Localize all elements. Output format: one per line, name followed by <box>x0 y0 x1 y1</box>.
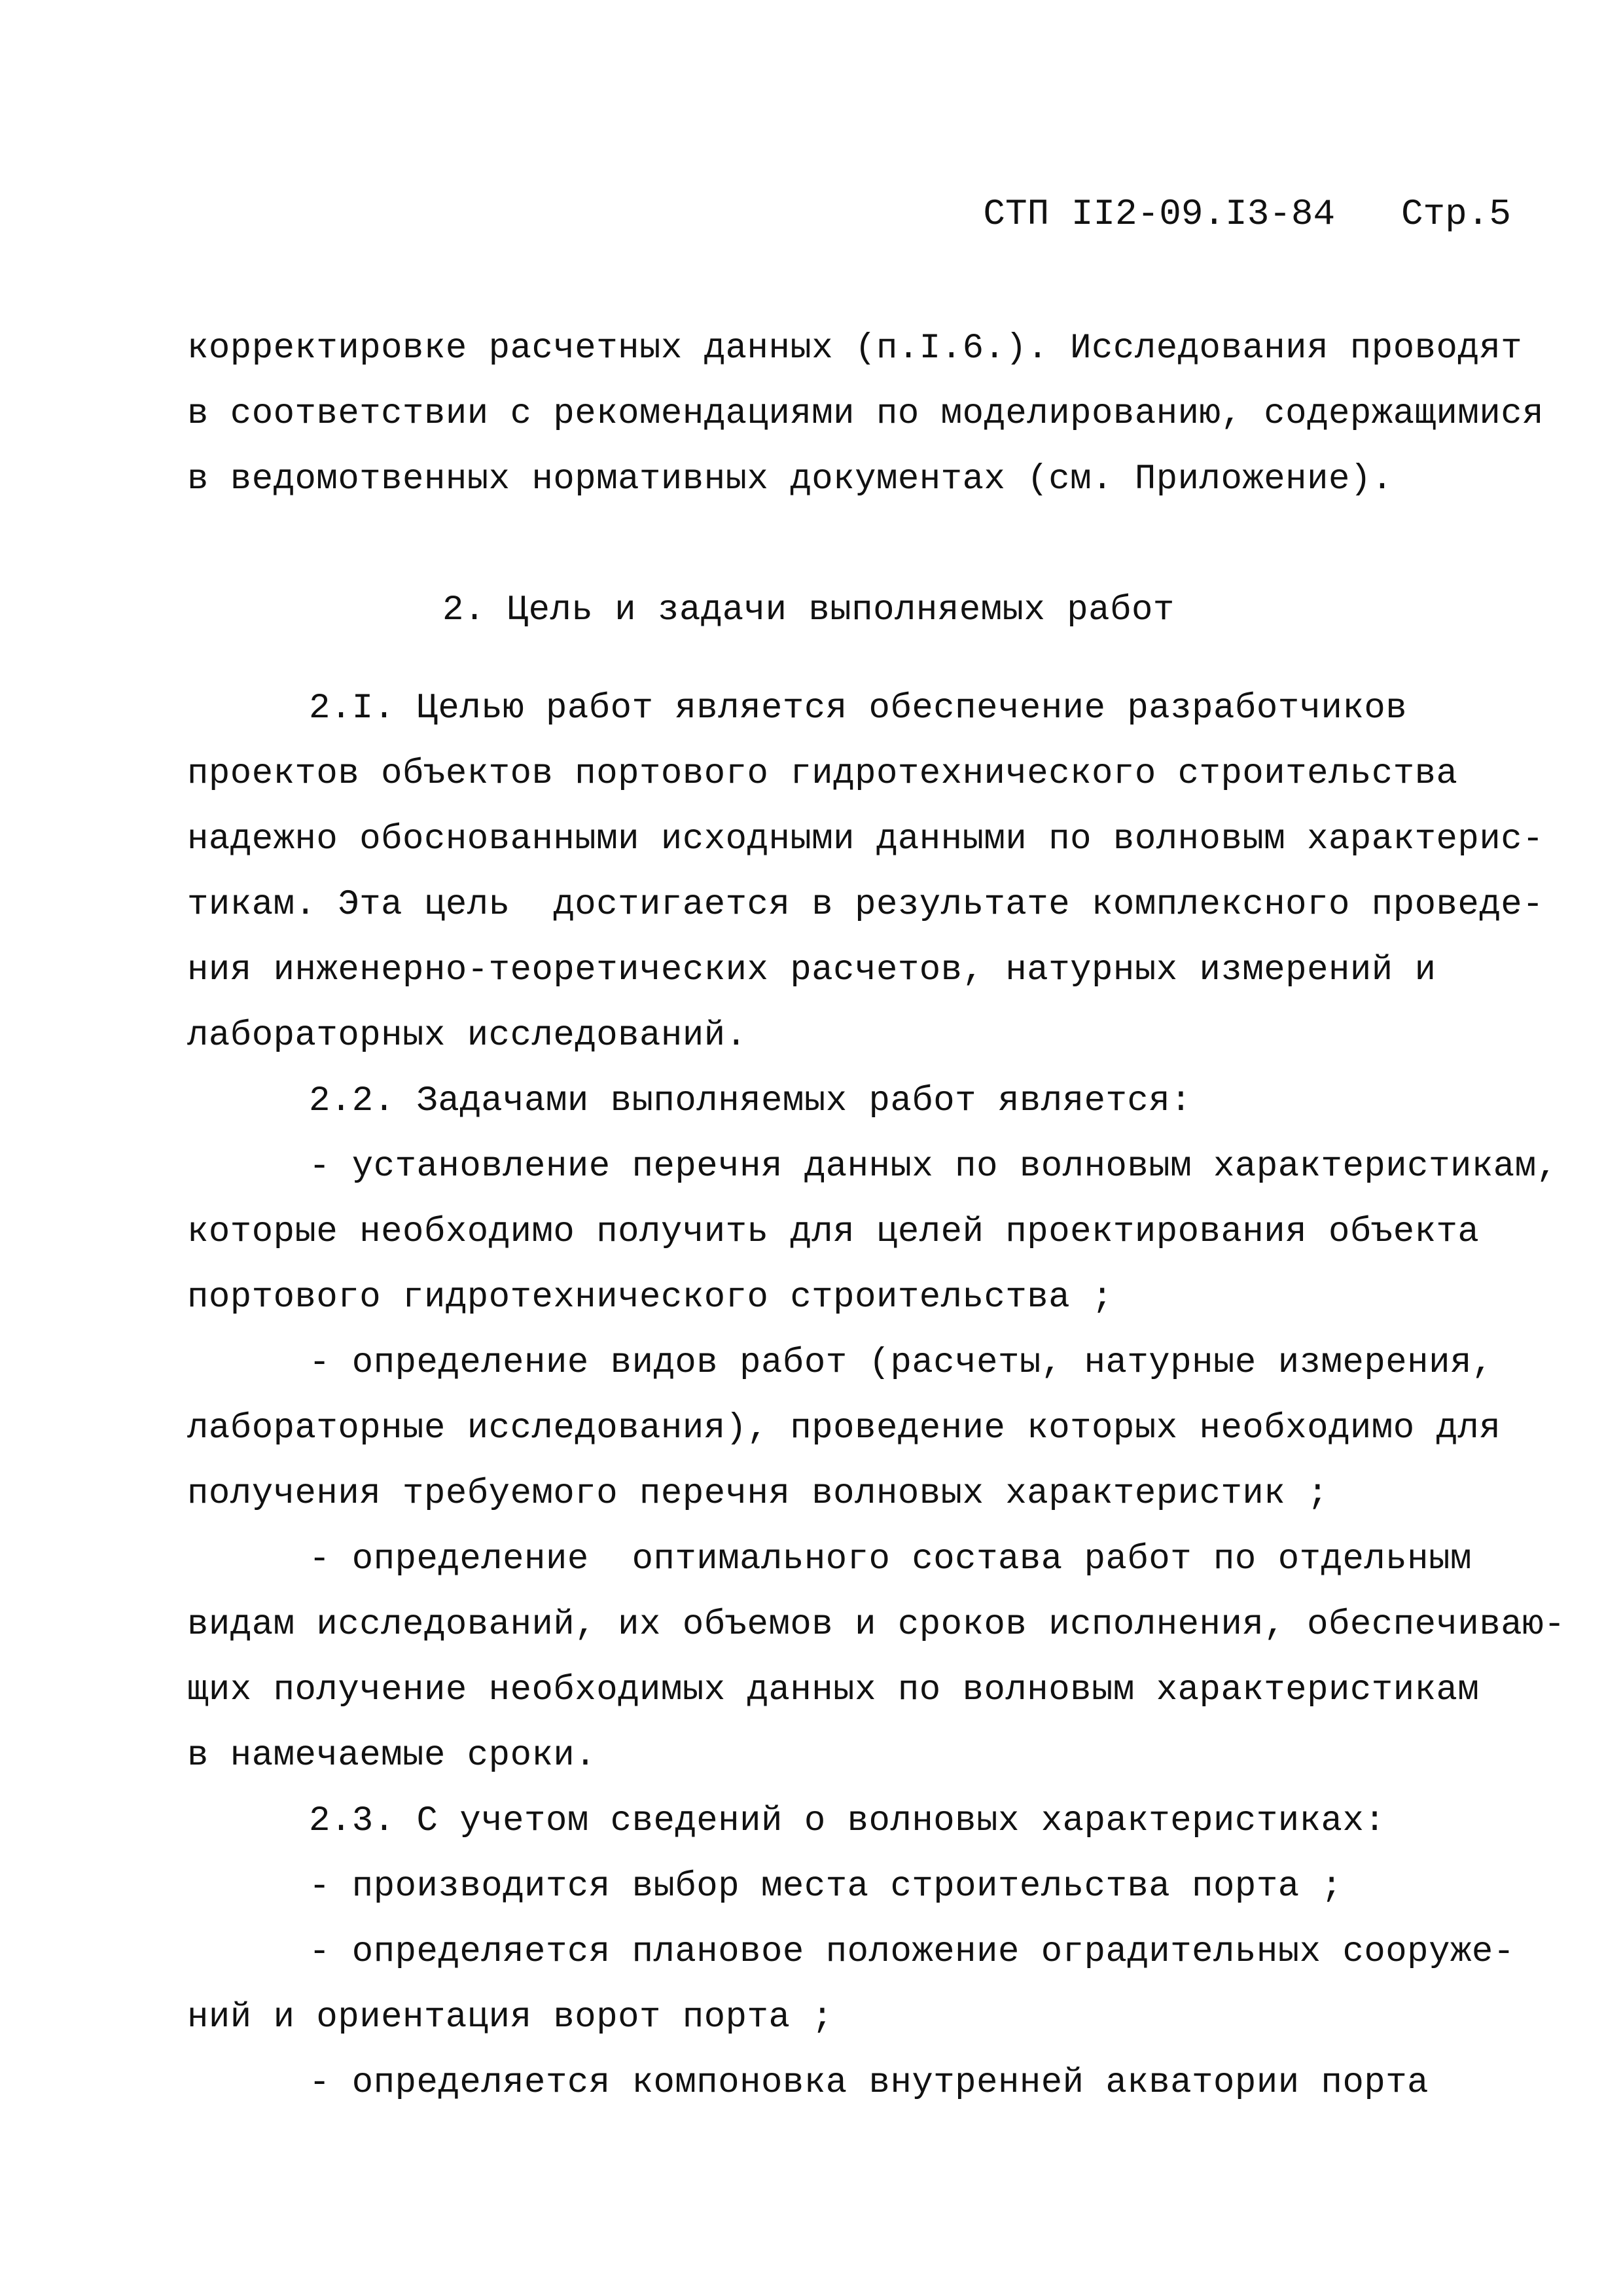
paragraph-2-1-line: лабораторных исследований. <box>187 1016 747 1056</box>
paragraph-2-1-line: ния инженерно-теоретических расчетов, натурных измерений и <box>187 950 1436 990</box>
paragraph-2-1-line: проектов объектов портового гидротехнического строительства <box>187 754 1458 794</box>
document-code: СТП II2-09.I3-84 <box>983 193 1336 235</box>
page-number: Стр.5 <box>1400 193 1511 235</box>
paragraph-2-2-line: лабораторные исследования), проведение которых необходимо для <box>187 1408 1501 1448</box>
paragraph-2-3-line: ний и ориентация ворот порта ; <box>187 1998 834 2037</box>
text-line: в ведомотвенных нормативных документах (см. Приложение). <box>187 459 1393 499</box>
paragraph-2-2-line: видам исследований, их объемов и сроков исполнения, обеспечиваю- <box>187 1605 1565 1645</box>
paragraph-2-2-line: в намечаемые сроки. <box>187 1736 597 1776</box>
paragraph-2-2-line: - определение видов работ (расчеты, натурные измерения, <box>309 1343 1493 1383</box>
section-title: 2. Цель и задачи выполняемых работ <box>442 590 1175 630</box>
paragraph-2-3-line: - определяется плановое положение оградительных сооруже- <box>309 1932 1515 1972</box>
paragraph-2-3-line: 2.3. С учетом сведений о волновых характеристиках: <box>309 1801 1386 1841</box>
paragraph-2-2-line: портового гидротехнического строительства ; <box>187 1278 1113 1318</box>
paragraph-2-3-line: - определяется компоновка внутренней акватории порта <box>309 2063 1429 2103</box>
paragraph-2-3-line: - производится выбор места строительства порта ; <box>309 1867 1343 1907</box>
text-line: корректировке расчетных данных (п.I.6.). Исследования проводят <box>187 329 1523 368</box>
paragraph-2-1-line: тикам. Эта цель достигается в результате комплексного проведе- <box>187 885 1544 925</box>
paragraph-2-2-line: которые необходимо получить для целей проектирования объекта <box>187 1212 1480 1252</box>
paragraph-2-2-line: получения требуемого перечня волновых характеристик ; <box>187 1474 1329 1514</box>
paragraph-2-2-line: 2.2. Задачами выполняемых работ является: <box>309 1081 1192 1121</box>
paragraph-2-1-line: надежно обоснованными исходными данными по волновым характерис- <box>187 819 1544 859</box>
paragraph-2-2-line: - определение оптимального состава работ по отдельным <box>309 1539 1472 1579</box>
paragraph-2-2-line: щих получение необходимых данных по волновым характеристикам <box>187 1670 1480 1710</box>
paragraph-2-1-line: 2.I. Целью работ является обеспечение разработчиков <box>309 689 1408 728</box>
paragraph-2-2-line: - установление перечня данных по волновым характеристикам, <box>309 1147 1558 1187</box>
page-header <box>895 145 1511 283</box>
text-line: в соответствии с рекомендациями по моделированию, содержащимися <box>187 394 1544 434</box>
